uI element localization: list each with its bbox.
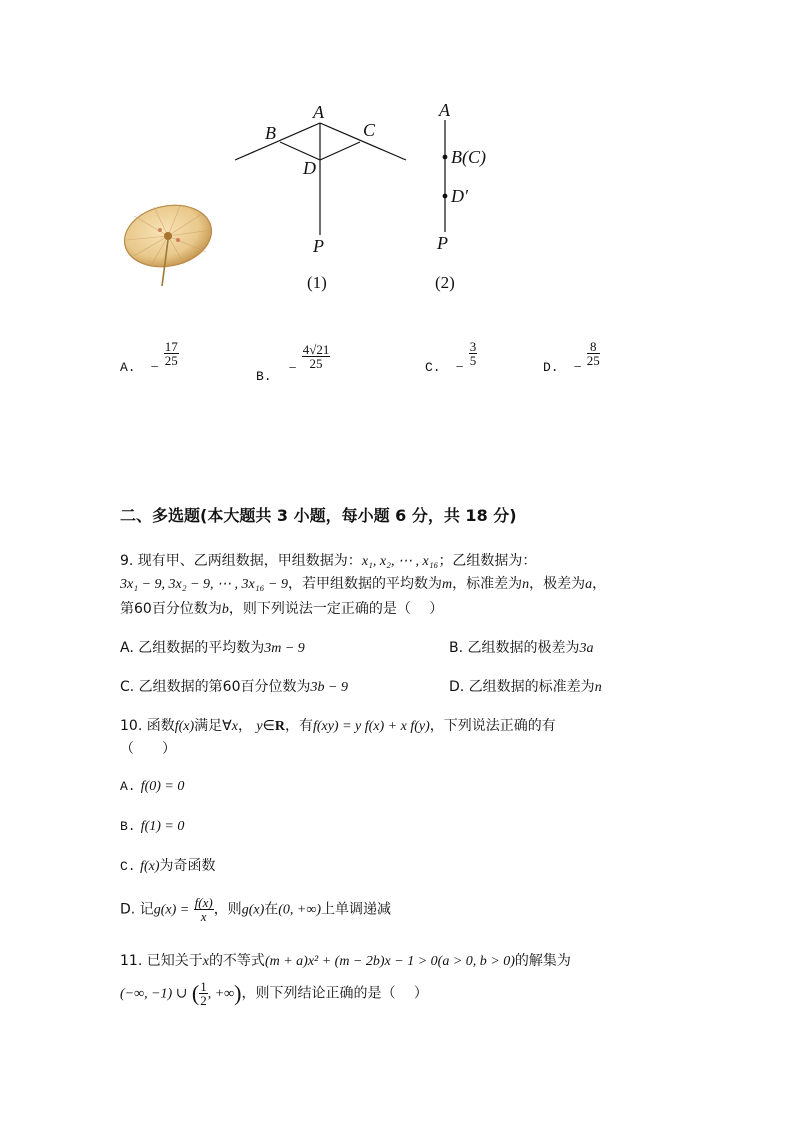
label-B: B [265, 123, 276, 143]
q9-option-d[interactable]: D. 乙组数据的标准差为n [449, 679, 602, 695]
point-BC [443, 155, 448, 160]
q9-option-b[interactable]: B. 乙组数据的极差为3a [449, 640, 594, 656]
option-letter: D. [543, 360, 559, 375]
q8-option-b[interactable] [256, 342, 330, 384]
umbrella-image [122, 200, 220, 290]
q9-option-c[interactable]: C. 乙组数据的第60百分位数为3b − 9 [120, 679, 348, 695]
q10-option-b[interactable]: B. f(1) = 0 [120, 819, 185, 834]
label-P: P [313, 236, 324, 256]
fraction: $\frac{17}{25}$ [164, 339, 178, 368]
q11-stem: 11. 已知关于x的不等式(m + a)x² + (m − 2b)x − 1 > 0(a > 0, b > 0)的解集为 [120, 953, 571, 969]
fraction: $\frac{1}{2}$ [200, 979, 207, 1008]
caption-2: (2) [435, 273, 455, 292]
q9-option-a[interactable]: A. 乙组数据的平均数为3m − 9 [120, 640, 305, 656]
q9-line-1: 9. 现有甲、乙两组数据，甲组数据为：x₁, x₂, ⋯ , x₁₆；乙组数据为： [120, 553, 537, 569]
label-Dp: D′ [451, 186, 468, 206]
label-BC: B(C) [451, 147, 486, 167]
math: 3x₁ − 9, 3x₂ − 9, ⋯ , 3x₁₆ − 9 [120, 577, 288, 592]
q10-stem: 10. 函数f(x)满足∀x， y∈R，有f(xy) = y f(x) + x f(y)，下列说法正确的有 [120, 718, 556, 734]
q8-option-d[interactable] [543, 340, 600, 376]
q9-line-2: 3x₁ − 9, 3x₂ − 9, ⋯ , 3x₁₆ − 9，若甲组数据的平均数为m，标准差为n，极差为a， [120, 576, 607, 592]
q10-answer-paren: （ ） [120, 741, 176, 757]
fraction: $\frac{8}{25}$ [586, 339, 600, 368]
label-A: A [313, 102, 324, 122]
label-D: D [303, 158, 316, 178]
option-letter: C. [425, 360, 441, 375]
option-letter: A. [120, 360, 136, 375]
minus-sign: − [455, 360, 464, 375]
fraction: $\frac{f(x)}{x}$ [194, 895, 213, 924]
q8-option-a[interactable] [120, 340, 179, 376]
label-A2: A [439, 100, 450, 120]
caption-1: (1) [307, 273, 327, 292]
q8-option-c[interactable] [425, 340, 477, 376]
geometry-figure [225, 95, 505, 295]
minus-sign: − [150, 360, 159, 375]
fraction: $\frac{3}{5}$ [469, 339, 477, 368]
minus-sign: − [288, 361, 297, 376]
label-C: C [363, 120, 376, 140]
label-P2: P [437, 233, 448, 253]
point-Dp [443, 194, 448, 199]
q10-option-d[interactable]: D. 记g(x) = $\frac{f(x)}{x}$ ，则g(x)在(0, +∞)上单调递减 [120, 895, 391, 924]
option-letter: B. [256, 369, 272, 384]
math: x₁, x₂, ⋯ , x₁₆ [361, 554, 439, 569]
fraction: $\frac{4√21}{25}$ [302, 342, 330, 371]
q10-option-a[interactable]: A. f(0) = 0 [120, 779, 185, 794]
q9-line-3: 第60百分位数为b，则下列说法一定正确的是（ ） [120, 601, 444, 617]
section-title: 二、多选题(本大题共 3 小题，每小题 6 分，共 18 分) [120, 506, 517, 525]
line-DC [320, 142, 360, 160]
q10-option-c[interactable]: C. f(x)为奇函数 [120, 858, 216, 874]
q11-stem-line-2: (−∞, −1) ∪ ( $\frac{1}{2}$ , +∞)，则下列结论正确的是（ ） [120, 979, 428, 1008]
minus-sign: − [573, 360, 582, 375]
